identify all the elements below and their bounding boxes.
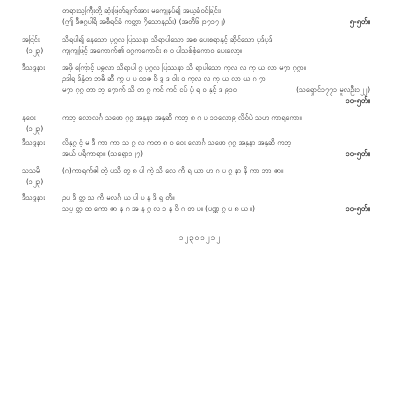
section2-number: (၁၂၃) [26, 124, 44, 133]
section2-line-1: ကဘူ လောလင်္ဂ သဖော ဂုဂ္ဂ အနုနာ အနုဆိ ကဘူ ၈ ဂ ပ ၁၁လော၉ လိဝ်ပဲ သဟ ကာရကော။ [62, 113, 302, 122]
section1-line-5: မ၇ာ ဂုဂ္ဂ တာ ဘူ ၇ောက် သိ တ ဂ္ဂ ကင် ကင် ငပ် ပုံ ရ ၀ နှင့် ဒ ၉၁၀ [62, 85, 237, 94]
page-footer-number: ၁၂၃၀၁၂၁၂ [178, 233, 222, 242]
section1-line-3: အဖို ကြောင့် ပဓ္ဓလာ သိရာပါ ဂ္ဂ ပုဂ္ဂလ ပြဿနာ သိ ရာပါသော ကုလ လ ကု ယ လာ မ၇ာ ဂုဂ္ဂာ။ [62, 63, 306, 72]
top-line-2: (ဤ ဒီဇဂ္ဂပါရိ အစီရင်ခံ ကတ္တာ ၇ိသောနည်း) (အတိ၆၂၁၇၁၇၂) [62, 17, 226, 26]
section1-sublabel: ဒီသဒ္ဒနား [22, 63, 45, 72]
section2-sublabel: ဒီသဒ္ဒနား [22, 138, 45, 147]
section2-line-3: အယ် ပရိကာရာ။ (သရှော၁၂၇) [62, 149, 143, 158]
section1-line-4: ဥဒါရ ဒ်နှုံတ ဘဓိ ဆီ ကွ ပ ပ ၀၁ဇ ဝိ ဒ္ဒ ဒ ဝါး ဝ ကုလ လ ကု ယ လာ ယ ဂ ၇ာ [62, 74, 266, 83]
section1-date: ၁၀-၅တ်။ [345, 96, 370, 105]
section3-line-1: (ဂ)ကာရက်ဇါ တဲ့ ပသိ တွ ၈ ပါ ကဲ့ သိ လေ ကိ ရ ယာ ဟ ဂ ပ ဂ္ဂ နာ နိ ကာ ဘာ ဇာ။ [62, 166, 284, 175]
top-line-2-date: ၅-၅တ်။ [349, 17, 370, 26]
section3-sublabel: ဒီသဒ္ဒနား [22, 193, 45, 202]
section1-number: (၁၂၃) [26, 46, 44, 55]
section1-line-1: သိရပါ၍ နေသော ပုဂ္ဂလ ပြဿနာ သိရာပါသော အစ ပေးစရာနှင့် ဆိုင်သော ပုဒ်ပုဒ် [62, 35, 273, 44]
section1-line-2: ကျကျဖြင့် အကောက်၏ ဝဂ္ဂကကောင်း ၈ ဝ ပါသစ်စုံကောဝ ပေးလော့။ [62, 46, 243, 55]
section3-label: သသမိ [22, 166, 41, 175]
section3-line-3: သပ္ပ တ္တ ထ ကော ဇာ န ဂ အ န ဂ္ဂ လ ၁ န ဝိ ဂ တ ပ။ (ပဏ္ဏ ဂ္ဂ ပ ၈ ယ ။) [62, 204, 255, 213]
section1-line-5-tail: (သရှောင်၁၇၇၁ မူလဦး၁၂၂) [296, 85, 370, 94]
section2-label: နဝေး [22, 113, 36, 122]
section2-date: ၁၀-၅တ်။ [345, 149, 370, 158]
section3-date: ၁၀-၅တ်။ [345, 204, 370, 213]
section1-label: အငြင်း [22, 35, 40, 44]
section3-line-2: ဥပ ဒိ တ္တ သ ကိ မလင်္ဂ ယ ပါ ပ န ဒိ ရှ တိ။ [62, 193, 175, 202]
section2-line-2: လိနုဂ္ဂ ငံ့ မ ဒီ ကာ ကာ သ ဂ္ဂ လ ကတ ၈ ဝ ဝေး လောင်္ဂ သဖော ဂုဂ္ဂ အနုနာ အနုဆိ ကဘူ [62, 138, 292, 147]
section3-number: (၁၂၃) [26, 177, 44, 186]
top-line-1: တရားသူကြီးတို့ ဆုံးဖြတ်ချက်အား မကျေနပ်၍ အယူခံဝင်ခြင်း၊ [62, 6, 221, 15]
